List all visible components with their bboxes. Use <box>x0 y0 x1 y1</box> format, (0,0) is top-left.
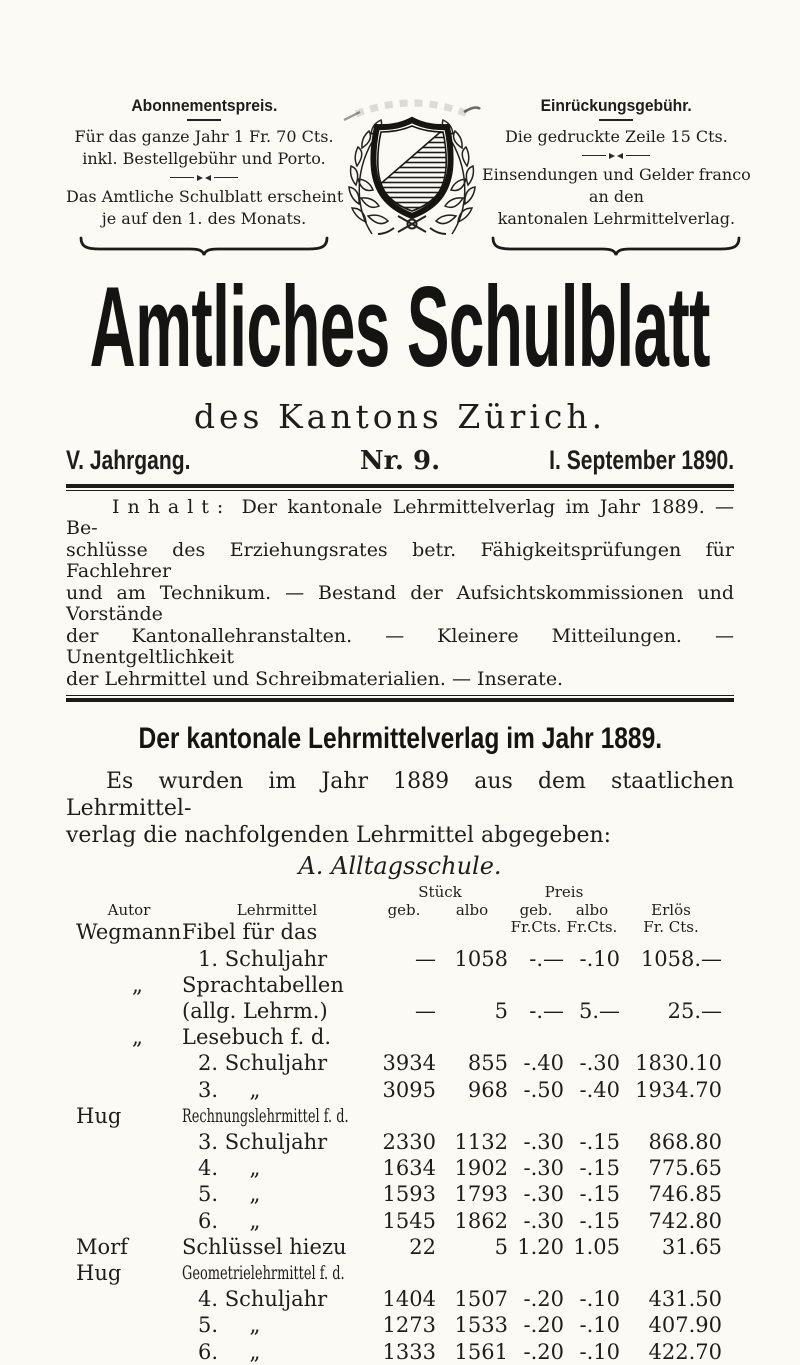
cell-autor <box>76 998 182 1024</box>
cell-stueck-geb: 3095 <box>382 1077 436 1102</box>
underbrace-left-icon <box>78 237 330 257</box>
cell-preis-geb <box>508 972 564 998</box>
cell-stueck-geb: 1273 <box>382 1313 436 1338</box>
cell-stueck-albo: 1533 <box>454 1313 508 1338</box>
cell-erloes <box>620 919 722 945</box>
cell-autor: Hug <box>76 1261 122 1286</box>
cell-erloes: 25.— <box>667 999 722 1023</box>
cell-stueck-albo: 1132 <box>454 1130 508 1155</box>
cell-lehrmittel: Geometrielehrmittel f. d. <box>182 1262 345 1285</box>
cell-stueck-albo <box>436 1260 508 1286</box>
cell-lehrmittel: 6. „ <box>198 1339 261 1364</box>
cell-preis-geb: -.40 <box>523 1051 564 1076</box>
cell-stueck-albo <box>436 1103 508 1129</box>
subscription-box <box>66 96 342 257</box>
section-label: A. Alltagsschule. <box>298 852 502 881</box>
cell-stueck-geb: 22 <box>409 1234 436 1259</box>
cell-erloes <box>620 1260 722 1286</box>
table-row <box>76 919 728 945</box>
cell-lehrmittel: 3. Schuljahr <box>198 1130 328 1155</box>
cell-erloes: 407.90 <box>648 1313 722 1338</box>
page-subtitle: des Kantons Zürich. <box>193 396 607 436</box>
table-row <box>76 1208 728 1234</box>
cell-autor: Wegmann <box>76 920 182 945</box>
cell-erloes: 31.65 <box>661 1234 722 1259</box>
zurich-coat-of-arms <box>342 90 482 248</box>
ribbon-bow-icon <box>378 216 446 234</box>
table-of-contents <box>66 491 734 691</box>
inhalt-line: schlüsse des Erziehungsrates betr. Fähigkeitsprüfungen für Fachlehrer <box>66 538 734 583</box>
cell-lehrmittel: 5. „ <box>198 1313 261 1338</box>
cell-lehrmittel: 6. „ <box>198 1208 261 1233</box>
cell-erloes <box>620 1024 722 1050</box>
cell-erloes: 1830.10 <box>635 1051 722 1076</box>
cell-preis-albo <box>564 972 620 998</box>
cell-stueck-albo <box>436 972 508 998</box>
cell-stueck-geb <box>372 1024 436 1050</box>
cell-lehrmittel: (allg. Lehrm.) <box>182 999 328 1023</box>
cell-preis-geb: -.50 <box>523 1077 564 1102</box>
cell-autor <box>76 946 182 972</box>
shield-icon <box>346 120 472 248</box>
cell-stueck-albo <box>436 919 508 945</box>
cell-preis-geb <box>508 919 564 945</box>
cell-erloes: 431.50 <box>648 1287 722 1312</box>
header-frcts: Fr. Cts. <box>643 918 699 937</box>
insertion-fee-box <box>482 96 751 257</box>
issue-number: Nr. 9. <box>359 445 441 476</box>
cell-stueck-albo: 968 <box>467 1077 508 1102</box>
table-row <box>76 1077 728 1103</box>
cell-preis-albo: -.10 <box>579 1339 620 1364</box>
cell-preis-geb <box>508 1260 564 1286</box>
table-row <box>76 1339 728 1365</box>
header-lehrmittel: Lehrmittel <box>236 901 318 920</box>
cell-preis-albo: -.10 <box>579 1287 620 1312</box>
cell-erloes: 1058.— <box>640 946 722 971</box>
cell-lehrmittel: Sprachtabellen <box>182 972 344 997</box>
insertion-fee-line: kantonalen Lehrmittelverlag. <box>497 208 736 228</box>
cell-stueck-albo: 855 <box>467 1051 508 1076</box>
cell-lehrmittel: 4. „ <box>198 1156 261 1181</box>
cell-preis-albo: -.15 <box>579 1182 620 1207</box>
cell-preis-albo <box>564 1260 620 1286</box>
table-row <box>76 972 728 998</box>
cell-lehrmittel: 3. „ <box>198 1077 261 1102</box>
cell-stueck-albo: 1561 <box>454 1339 508 1364</box>
cell-stueck-geb <box>372 1260 436 1286</box>
table-row <box>76 1024 728 1050</box>
masthead <box>66 96 751 257</box>
cell-autor <box>76 1208 182 1234</box>
cell-preis-albo: 1.05 <box>573 1234 620 1259</box>
cell-preis-geb: -.20 <box>523 1313 564 1338</box>
cell-lehrmittel: 5. „ <box>198 1182 261 1207</box>
cell-autor <box>76 1286 182 1312</box>
cell-lehrmittel: 2. Schuljahr <box>198 1051 328 1076</box>
page-title: Amtliches Schulblatt <box>89 264 711 391</box>
article-heading: Der kantonale Lehrmittelverlag im Jahr 1889. <box>138 722 662 756</box>
cell-stueck-albo: 1862 <box>454 1208 508 1233</box>
header-frcts: Fr.Cts. <box>510 918 562 937</box>
table-row <box>76 1155 728 1181</box>
paragraph-line: Es wurden im Jahr 1889 aus dem staatlichen Lehrmittel- <box>66 769 734 822</box>
cell-erloes: 868.80 <box>648 1130 722 1155</box>
inhalt-line: der Kantonallehranstalten. — Kleinere Mitteilungen. — Unentgeltlichkeit <box>66 624 734 669</box>
insertion-fee-title: Einrückungsgebühr. <box>540 96 693 115</box>
header-frcts: Fr.Cts. <box>566 918 618 937</box>
cell-preis-geb: -.30 <box>523 1182 564 1207</box>
cell-stueck-geb: 1593 <box>382 1182 436 1207</box>
inhalt-line: Inhalt: Der kantonale Lehrmittelverlag im Jahr 1889. — Be- <box>66 495 735 540</box>
subscription-line: Das Amtliche Schulblatt erscheint <box>66 186 344 206</box>
cell-stueck-albo <box>436 1024 508 1050</box>
issue-volume: V. Jahrgang. <box>66 444 191 475</box>
header-preis: Preis <box>544 883 584 902</box>
cell-preis-albo: 5.— <box>578 999 620 1023</box>
header-albo: albo <box>575 901 609 920</box>
cell-preis-geb: -.— <box>529 946 564 971</box>
header-geb: geb. <box>519 901 553 920</box>
inhalt-label: Inhalt: <box>112 495 232 518</box>
cell-erloes: 742.80 <box>648 1208 722 1233</box>
subscription-line: inkl. Bestellgebühr und Porto. <box>82 148 326 168</box>
cell-erloes <box>620 972 722 998</box>
cell-erloes: 422.70 <box>648 1339 722 1364</box>
cell-preis-geb: -.20 <box>523 1339 564 1364</box>
cell-preis-albo: -.15 <box>579 1208 620 1233</box>
subscription-line: je auf den 1. des Monats. <box>101 208 307 228</box>
inhalt-line: und am Technikum. — Bestand der Aufsichtskommissionen und Vorstände <box>66 581 734 626</box>
cell-preis-geb: -.20 <box>523 1287 564 1312</box>
article-paragraph <box>66 768 734 849</box>
cell-stueck-geb: 3934 <box>382 1051 436 1076</box>
table-row <box>76 1103 728 1129</box>
double-rule-top <box>66 484 734 491</box>
cell-autor <box>76 1155 182 1181</box>
cell-preis-albo: -.10 <box>579 1313 620 1338</box>
cell-stueck-geb <box>372 919 436 945</box>
arrow-divider-icon <box>482 152 751 160</box>
header-autor: Autor <box>107 901 151 920</box>
header-albo: albo <box>455 901 489 920</box>
cell-erloes <box>620 1103 722 1129</box>
cell-autor <box>76 1181 182 1207</box>
cell-stueck-albo: 5 <box>494 999 508 1023</box>
table-row <box>76 1234 728 1260</box>
cell-stueck-albo: 1793 <box>454 1182 508 1207</box>
cell-lehrmittel: Fibel für das <box>182 920 318 945</box>
table-body <box>76 919 728 1364</box>
cell-preis-geb: -.30 <box>523 1130 564 1155</box>
cell-stueck-geb: 1333 <box>382 1339 436 1364</box>
cell-autor <box>76 1129 182 1155</box>
double-rule-bottom <box>66 695 734 702</box>
issue-line <box>66 445 734 476</box>
cell-autor <box>76 1050 182 1076</box>
cell-autor <box>76 1312 182 1338</box>
cell-autor: „ <box>132 972 143 997</box>
cell-preis-albo: -.10 <box>579 946 620 971</box>
table-row <box>76 1050 728 1076</box>
cell-stueck-albo: 5 <box>494 1234 508 1259</box>
cell-preis-geb: 1.20 <box>517 1234 564 1259</box>
cell-stueck-geb <box>372 1103 436 1129</box>
cell-autor <box>76 1339 182 1365</box>
cell-lehrmittel: 4. Schuljahr <box>198 1287 328 1312</box>
lehrmittel-table <box>76 884 728 1364</box>
cell-erloes: 746.85 <box>648 1182 722 1207</box>
cell-preis-geb <box>508 1103 564 1129</box>
cell-autor: Hug <box>76 1103 122 1128</box>
table-row <box>76 1286 728 1312</box>
cell-lehrmittel: Schlüssel hiezu <box>182 1234 347 1259</box>
cell-preis-albo: -.30 <box>579 1051 620 1076</box>
cell-preis-albo <box>564 919 620 945</box>
table-row <box>76 1312 728 1338</box>
paragraph-line: verlag die nachfolgenden Lehrmittel abgegeben: <box>66 823 612 849</box>
cell-stueck-geb: — <box>415 999 436 1023</box>
table-row <box>76 1181 728 1207</box>
short-rule <box>599 119 633 121</box>
cell-stueck-albo: 1507 <box>454 1287 508 1312</box>
cell-preis-geb: -.30 <box>523 1208 564 1233</box>
insertion-fee-line: Einsendungen und Gelder franco <box>482 164 751 184</box>
table-row <box>76 998 728 1024</box>
arrow-divider-icon <box>66 174 342 182</box>
cell-autor <box>76 1077 182 1103</box>
cell-stueck-geb: 1545 <box>382 1208 436 1233</box>
header-stueck: Stück <box>418 883 462 902</box>
cell-preis-geb <box>508 1024 564 1050</box>
cell-erloes: 775.65 <box>648 1156 722 1181</box>
cell-stueck-albo: 1902 <box>454 1156 508 1181</box>
cell-stueck-albo: 1058 <box>454 946 508 971</box>
cell-stueck-geb: 1404 <box>382 1287 436 1312</box>
table-row <box>76 1129 728 1155</box>
cell-lehrmittel: 1. Schuljahr <box>198 946 328 971</box>
cell-stueck-geb <box>372 972 436 998</box>
subscription-line: Für das ganze Jahr 1 Fr. 70 Cts. <box>74 126 334 146</box>
cell-preis-geb: -.— <box>529 999 564 1023</box>
cell-lehrmittel: Lesebuch f. d. <box>182 1025 331 1050</box>
cell-stueck-geb: — <box>415 946 436 971</box>
table-row <box>76 1260 728 1286</box>
header-erloes: Erlös <box>651 901 691 920</box>
cell-preis-albo <box>564 1103 620 1129</box>
issue-date: I. September 1890. <box>549 444 734 475</box>
cell-erloes: 1934.70 <box>635 1077 722 1102</box>
cell-preis-albo: -.15 <box>579 1130 620 1155</box>
cell-stueck-geb: 1634 <box>382 1156 436 1181</box>
underbrace-right-icon <box>490 237 742 257</box>
cell-preis-geb: -.30 <box>523 1156 564 1181</box>
insertion-fee-line: Die gedruckte Zeile 15 Cts. <box>504 126 728 146</box>
cell-lehrmittel: Rechnungslehrmittel f. d. <box>182 1104 349 1127</box>
cell-stueck-geb: 2330 <box>382 1130 436 1155</box>
insertion-fee-line: an den <box>588 186 644 206</box>
inhalt-line: der Lehrmittel und Schreibmaterialien. — Inserate. <box>66 667 564 690</box>
cell-autor: „ <box>132 1025 143 1050</box>
subscription-title: Abonnementspreis. <box>130 96 277 115</box>
cell-preis-albo: -.40 <box>579 1077 620 1102</box>
cell-preis-albo: -.15 <box>579 1156 620 1181</box>
cell-preis-albo <box>564 1024 620 1050</box>
short-rule <box>187 119 221 121</box>
table-row <box>76 946 728 972</box>
header-geb: geb. <box>387 901 421 920</box>
cell-autor: Morf <box>76 1234 128 1259</box>
